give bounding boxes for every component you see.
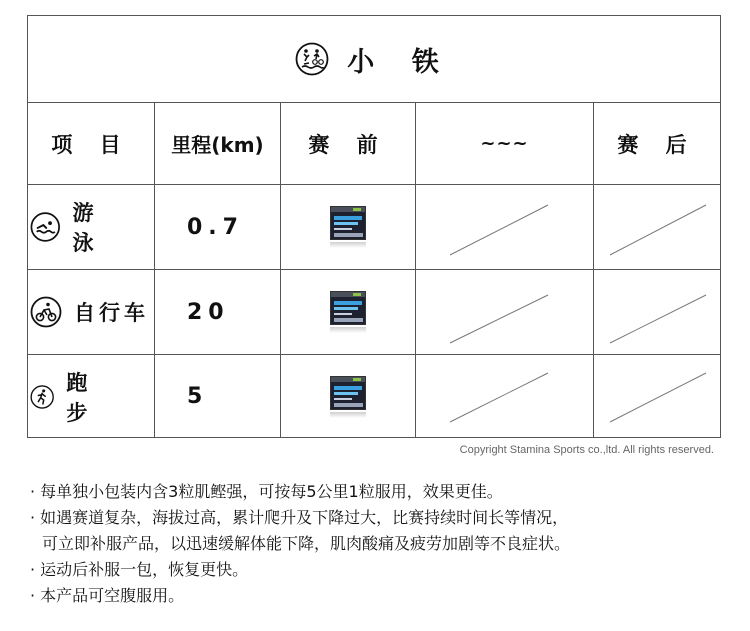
copyright-text: Copyright Stamina Sports co.,ltd. All rights reserved. [459,444,714,456]
usage-notes [30,479,730,609]
before-cell [281,185,415,269]
header-item: 项 目 [51,132,131,157]
before-cell [281,270,415,354]
header-during: ~~~ [480,133,529,154]
product-pack-image [330,376,366,418]
plan-table [27,15,721,438]
table-grid [28,103,720,438]
note-line: · 运动后补服一包，恢复更快。 [30,560,249,579]
note-line: · 每单独小包装内含3粒肌鲣强，可按每5公里1粒服用，效果更佳。 [30,482,503,501]
title-row [28,16,720,103]
distance-value: 0.7 [187,214,244,240]
triathlon-icon [295,42,329,76]
header-after: 赛 后 [617,132,697,157]
product-pack-image [330,206,366,248]
table-row-swim [28,185,154,269]
sport-label: 自行车 [74,301,149,325]
distance-value: 20 [187,299,230,325]
table-row-run [28,355,154,438]
header-distance: 里程(km) [171,133,264,157]
table-row-bike [28,270,154,354]
page-title: 小 铁 [347,46,453,78]
sport-label: 跑 步 [66,370,110,425]
sport-label: 游 泳 [72,201,106,255]
before-cell [281,355,415,438]
bike-icon [30,296,62,328]
header-before: 赛 前 [308,132,388,157]
empty-cell-slashes [416,185,720,438]
distance-value: 5 [187,384,209,409]
note-line: · 本产品可空腹服用。 [30,586,185,605]
run-icon [30,381,54,413]
swim-icon [30,211,61,243]
note-line: · 如遇赛道复杂，海拔过高，累计爬升及下降过大，比赛持续时间长等情况， [30,508,569,527]
product-pack-image [330,291,366,333]
note-line: 可立即补服产品，以迅速缓解体能下降，肌肉酸痛及疲劳加剧等不良症状。 [42,534,571,553]
